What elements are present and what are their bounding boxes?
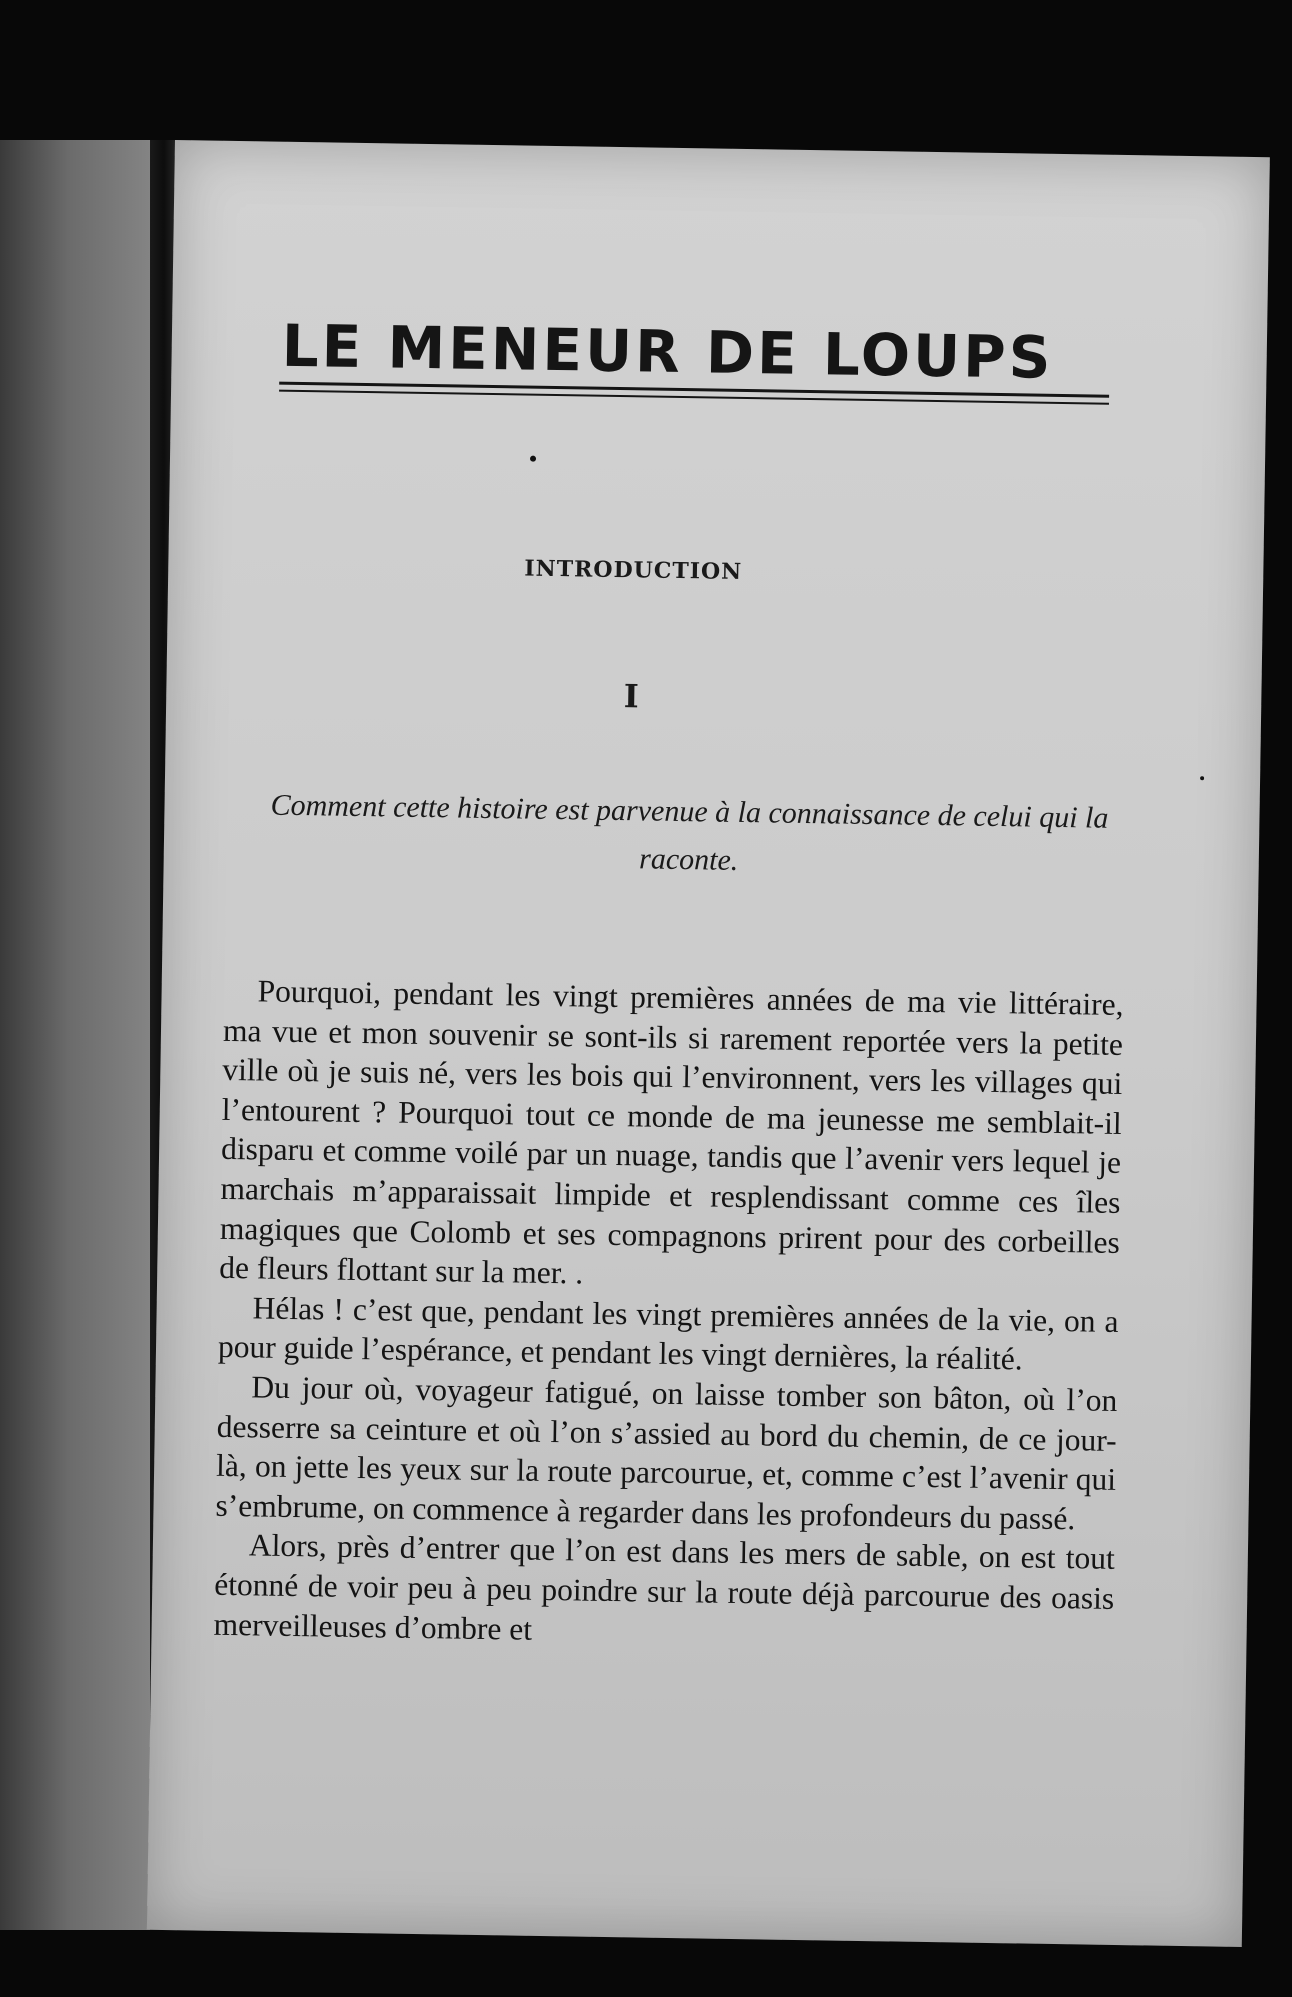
chapter-number: I	[623, 677, 640, 716]
book-page	[147, 140, 1270, 1947]
paragraph: Alors, près d’entrer que l’on est dans les mers de sable, on est tout étonné de voir peu à peu poindre sur la route déjà parcourue des oasis merveilleuses d’ombre et	[213, 1527, 1116, 1647]
book-title: LE MENEUR DE LOUPS	[281, 311, 1054, 392]
facing-page-edge	[0, 140, 170, 1930]
paragraph: Hélas ! c’est que, pendant les vingt premières années de la vie, on a pour guide l’espérance, et pendant les vingt dernières, la réalité.	[217, 1290, 1119, 1377]
body-text	[213, 971, 1123, 1658]
paragraph: Pourquoi, pendant les vingt premières années de ma vie littéraire, ma vue et mon souvenir se sont-ils si rarement reportée vers la petite ville où je suis né, vers les bois qui l’environnent, vers les villages qui l’entourent ? Pourquoi tout ce monde de ma jeunesse me semblait-il disparu et comme voilé par un nuage, tandis que l’avenir vers lequel je marchais m’apparaissait limpide et resplendissant comme ces îles magiques que Colomb et ses compagnons prirent pour des corbeilles de fleurs flottant sur la mer. .	[219, 973, 1124, 1291]
ink-speck	[1200, 776, 1204, 780]
paragraph: Du jour où, voyageur fatigué, on laisse tomber son bâton, où l’on desserre sa ceinture et où l’on s’assied au bord du chemin, de ce jour-là, on jette les yeux sur la route parcourue, et, comme c’est l’avenir qui s’embrume, on commence à regarder dans les profondeurs du passé.	[215, 1369, 1118, 1537]
ink-speck	[530, 456, 536, 462]
section-heading: INTRODUCTION	[524, 555, 743, 585]
chapter-subtitle: Comment cette histoire est parvenue à la connaissance de celui qui la raconte.	[270, 788, 1109, 877]
